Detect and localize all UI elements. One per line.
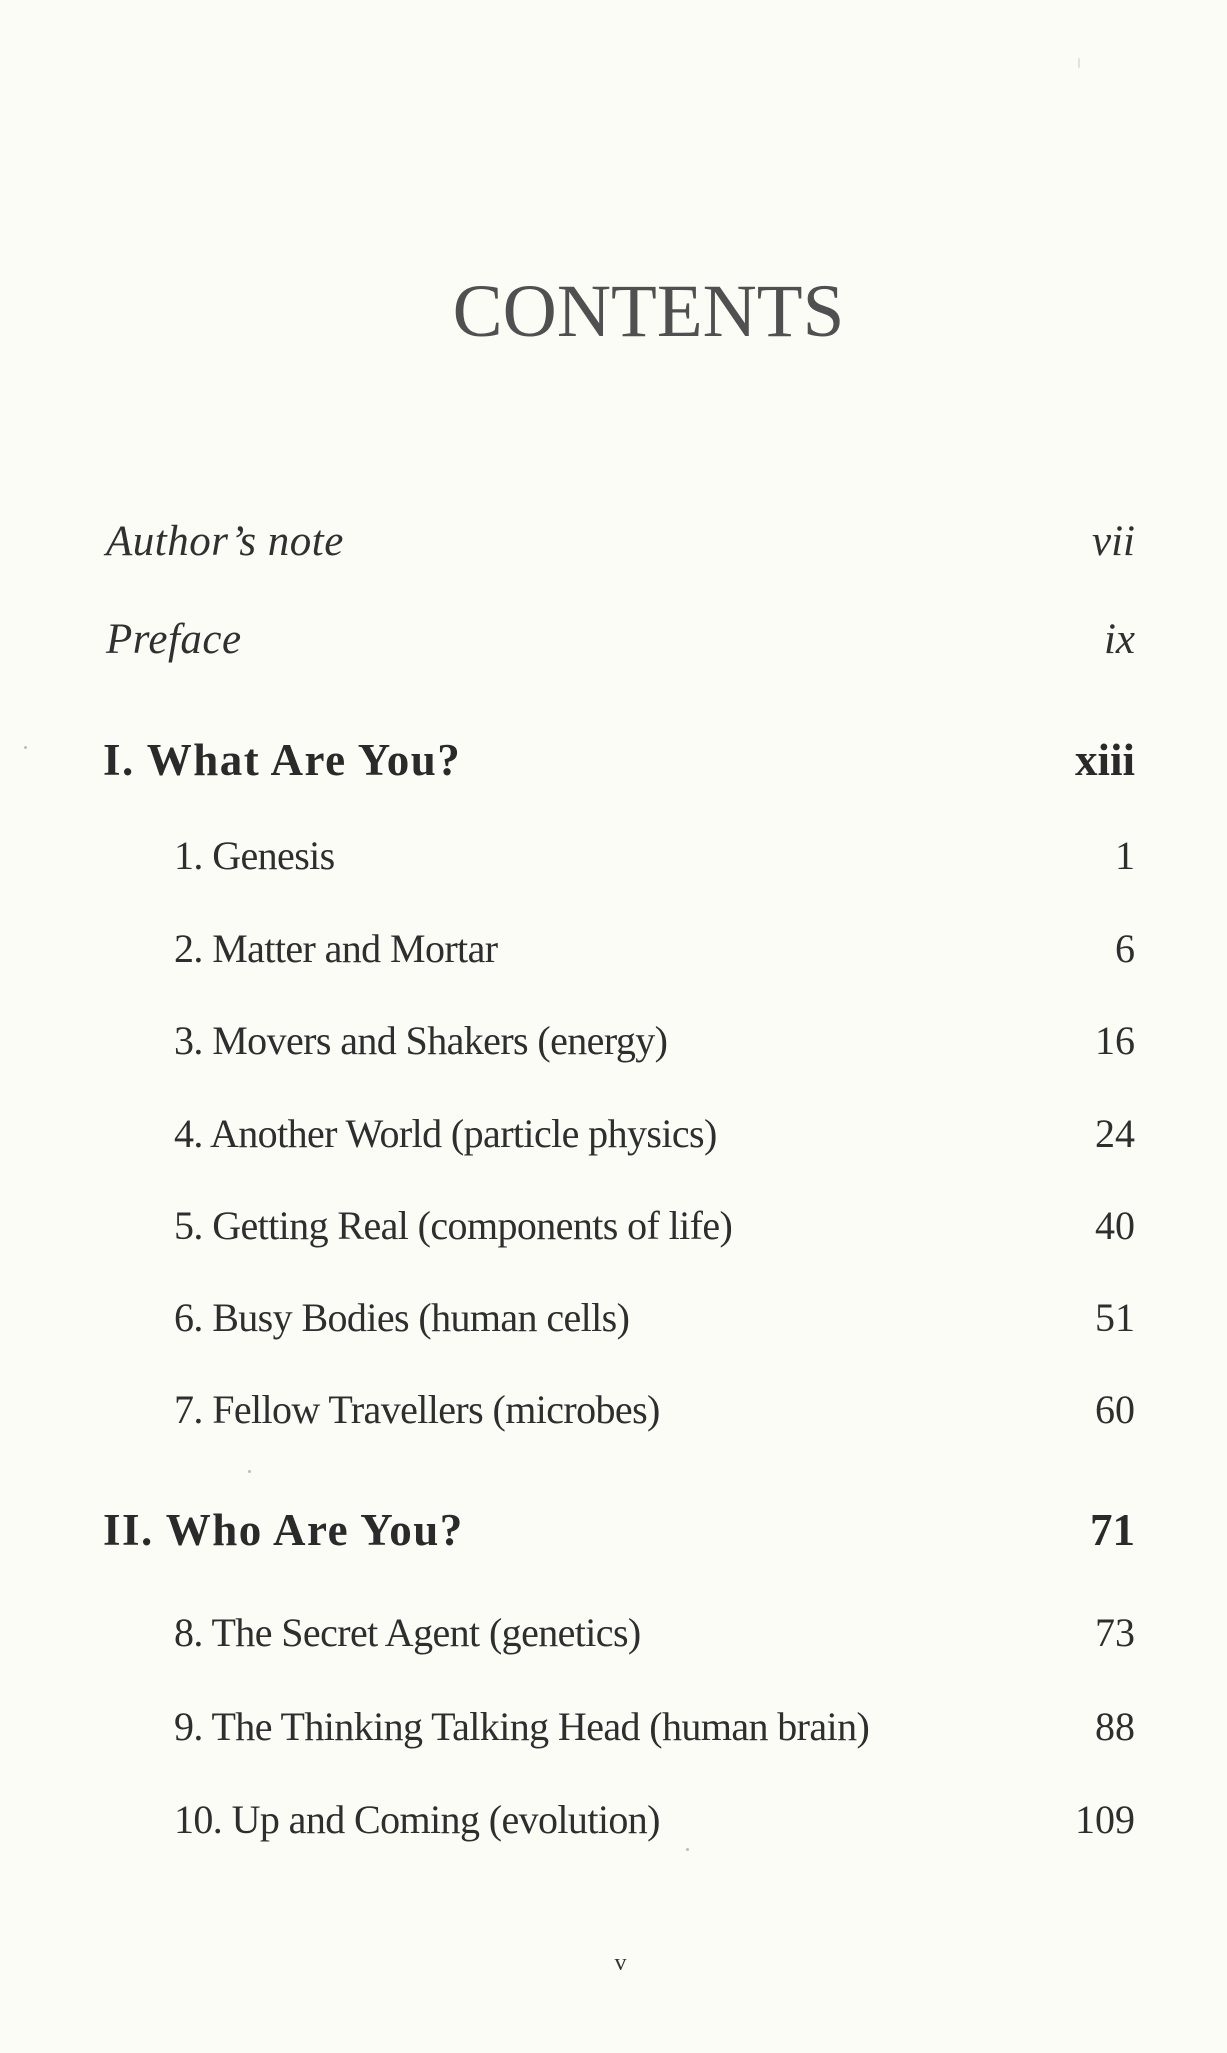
toc-chapter-page: 51	[1095, 1295, 1135, 1340]
toc-entry-authors-note	[0, 503, 1227, 563]
toc-chapter-label: 2. Matter and Mortar	[174, 926, 498, 971]
toc-part-label: I. What Are You?	[103, 735, 462, 785]
toc-chapter	[0, 909, 1227, 969]
page-number-folio: v	[614, 1950, 627, 1976]
toc-chapter	[0, 1780, 1227, 1840]
toc-chapter-label: 6. Busy Bodies (human cells)	[174, 1295, 630, 1340]
toc-chapter-page: 73	[1095, 1610, 1135, 1655]
toc-part-label: II. Who Are You?	[103, 1505, 464, 1555]
toc-chapter-page: 88	[1095, 1704, 1135, 1749]
toc-part-heading	[0, 723, 1227, 783]
toc-chapter	[0, 1370, 1227, 1430]
toc-chapter-label: 1. Genesis	[174, 833, 335, 878]
toc-chapter	[0, 816, 1227, 876]
toc-chapter-page: 1	[1115, 833, 1135, 878]
toc-chapter-label: 8. The Secret Agent (genetics)	[174, 1610, 641, 1655]
toc-entry-preface	[0, 601, 1227, 661]
toc-chapter	[0, 1593, 1227, 1653]
toc-entry-page: vii	[1092, 518, 1135, 565]
toc-part-heading	[0, 1493, 1227, 1553]
toc-chapter	[0, 1001, 1227, 1061]
toc-entry-label: Author’s note	[106, 518, 344, 565]
toc-part-page: 71	[1090, 1505, 1135, 1555]
toc-chapter	[0, 1687, 1227, 1747]
scan-speck	[248, 1470, 251, 1473]
toc-chapter	[0, 1094, 1227, 1154]
toc-chapter-label: 10. Up and Coming (evolution)	[174, 1797, 660, 1842]
toc-chapter	[0, 1186, 1227, 1246]
scan-speck	[24, 746, 27, 749]
toc-chapter-page: 16	[1095, 1018, 1135, 1063]
toc-entry-label: Preface	[106, 616, 242, 663]
toc-chapter-label: 9. The Thinking Talking Head (human brain)	[174, 1704, 870, 1749]
toc-chapter-page: 24	[1095, 1111, 1135, 1156]
toc-chapter-label: 5. Getting Real (components of life)	[174, 1203, 733, 1248]
toc-chapter-label: 7. Fellow Travellers (microbes)	[174, 1387, 660, 1432]
toc-part-page: xiii	[1074, 735, 1135, 785]
scan-speck	[686, 1848, 689, 1851]
toc-chapter	[0, 1278, 1227, 1338]
toc-chapter-page: 40	[1095, 1203, 1135, 1248]
toc-chapter-page: 6	[1115, 926, 1135, 971]
toc-chapter-page: 60	[1095, 1387, 1135, 1432]
toc-entry-page: ix	[1103, 616, 1135, 663]
page-title: CONTENTS	[452, 270, 845, 354]
toc-chapter-label: 3. Movers and Shakers (energy)	[174, 1018, 668, 1063]
toc-chapter-label: 4. Another World (particle physics)	[174, 1111, 717, 1156]
scan-speck	[1078, 58, 1080, 68]
toc-chapter-page: 109	[1075, 1797, 1135, 1842]
